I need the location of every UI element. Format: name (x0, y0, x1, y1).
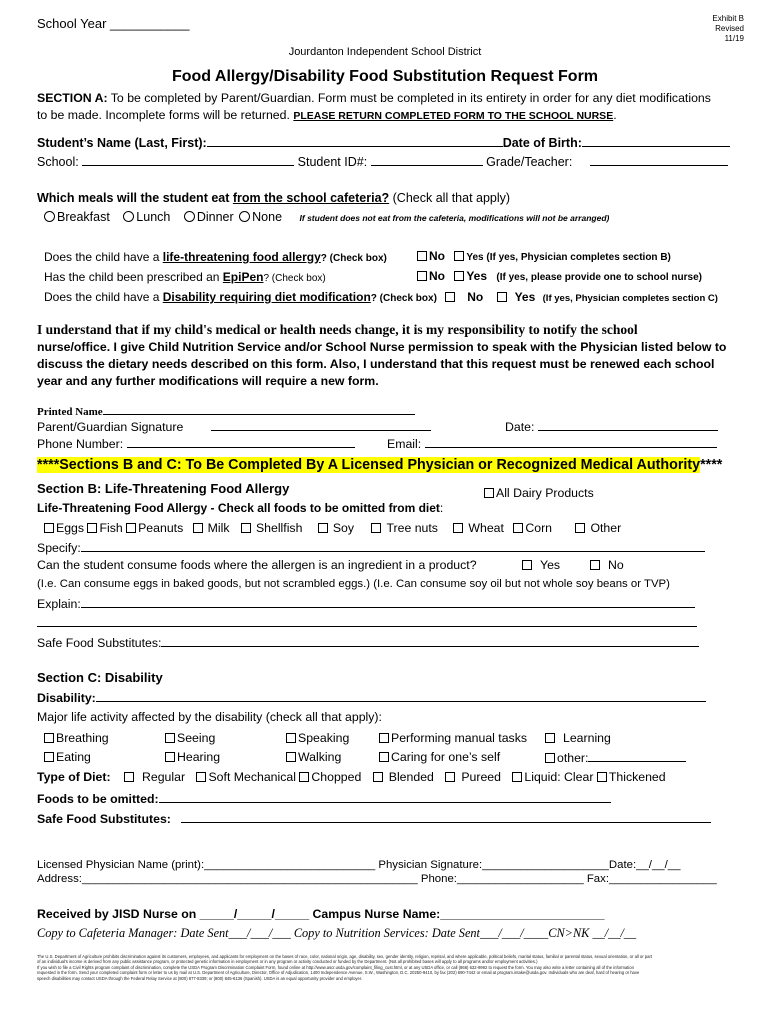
q1-yes[interactable] (454, 249, 671, 263)
checkbox-icon (484, 488, 494, 498)
parent-sig-row (37, 419, 431, 434)
food-label: Shellfish (255, 521, 303, 535)
section-a-label: SECTION A: (37, 91, 108, 105)
explain-field-2[interactable] (37, 616, 697, 627)
checkbox-icon (445, 772, 455, 782)
checkbox-icon (165, 752, 175, 762)
return-period: . (613, 108, 617, 122)
parent-sig-label: Parent/Guardian Signature (37, 420, 184, 434)
activity-label: Walking (298, 750, 342, 764)
explain-row (37, 596, 695, 611)
meal-option-none[interactable] (239, 210, 282, 224)
major-life-label: Major life activity affected by the disability (check all that apply): (37, 710, 382, 724)
diet-type-label: Type of Diet: (37, 770, 111, 784)
checkbox-icon (165, 733, 175, 743)
section-c-title: Section C: Disability (37, 670, 163, 685)
statement-line-2: nurse/office. I give Child Nutrition Service and/or School Nurse permission to speak with the Physician listed below to (37, 340, 727, 354)
radio-icon (239, 211, 250, 222)
section-a-intro-2 (37, 108, 617, 122)
section-b-title: Section B: Life-Threatening Food Allergy (37, 481, 290, 496)
q1-pre: Does the child have a (44, 250, 163, 264)
checkbox-icon (597, 772, 607, 782)
school-year-label: School Year ___________ (37, 16, 190, 31)
checkbox-icon (445, 292, 455, 302)
specify-row (37, 540, 705, 555)
email-field[interactable] (425, 436, 717, 448)
fine-print-line: speech disabilities may contact USDA through the Federal Relay Service at (800) 877-8339; or (800) 845-6136 (Spanish). USDA is an equal opportunity provider and employer. (37, 975, 363, 981)
food-label: Peanuts (138, 521, 184, 535)
activity-label: Caring for one’s self (391, 750, 501, 764)
disability-label: Disability: (37, 691, 96, 705)
activity-label: Hearing (177, 750, 221, 764)
disability-row (37, 690, 706, 705)
fine-print-line: If you wish to file a Civil Rights program complaint of discrimination, complete the USDA Program Discrimination Complaint Form, found online at http://www.ascr.usda.gov/complaint_filing_cust.html, or at any USDA office, or call (866) 632-9992 to request the form. You may also write a letter containing all of the information (37, 964, 634, 970)
fine-print-line: The U.S. Department of Agriculture prohibits discrimination against its customers, employees, and applicants for employment on the bases of race, color, national origin, age, disability, sex, gender identity, religion, reprisal, and where applicable, political beliefs, marital status, familial or parental status, sexual orientation, or all or part (37, 954, 653, 959)
meals-note: If student does not eat from the cafeteria, modifications will not be arranged) (299, 213, 610, 223)
disability-field[interactable] (96, 690, 706, 702)
statement-line-1: I understand that if my child's medical or health needs change, it is my responsibility to notify the school (37, 322, 638, 337)
activity-learning[interactable] (545, 731, 611, 745)
activity-label: Breathing (56, 731, 109, 745)
q3-yes-label: Yes (514, 290, 536, 304)
q1-no[interactable] (417, 249, 445, 263)
meal-option-lunch[interactable] (123, 210, 170, 224)
phone-field[interactable] (127, 436, 355, 448)
food-label: Milk (207, 521, 230, 535)
section-a-text1: To be completed by Parent/Guardian. Form must be completed in its entirety in order for any diet modifications (107, 91, 711, 105)
diet-label: Liquid: Clear (524, 770, 594, 784)
student-name-field[interactable] (207, 135, 503, 147)
explain-label: Explain: (37, 597, 81, 611)
food-label: Other (590, 521, 622, 535)
student-id-field[interactable] (371, 154, 483, 166)
grade-teacher-label: Grade/Teacher: (486, 155, 573, 169)
section-a-intro (37, 91, 711, 105)
consume-yes-label: Yes (540, 558, 561, 572)
diet-pureed[interactable] (445, 770, 501, 784)
radio-icon (123, 211, 134, 222)
q2-underline: EpiPen (222, 270, 264, 284)
checkbox-icon (241, 523, 251, 533)
safe-foods-row (37, 635, 699, 650)
safe-subs-label: Safe Food Substitutes: (37, 812, 171, 826)
checkbox-icon (318, 523, 328, 533)
q2-yes-label: Yes (466, 269, 488, 283)
safe-subs-field[interactable] (181, 811, 711, 823)
physician-name-line: Licensed Physician Name (print):___________________________ Physician Signature:____________________Date:__/__/__ (37, 859, 681, 871)
q1-text (44, 250, 387, 264)
safe-subs-row (37, 811, 711, 826)
meal-label: Breakfast (57, 210, 110, 224)
grade-teacher-field[interactable] (590, 154, 728, 166)
consume-no[interactable] (590, 558, 624, 572)
diet-regular[interactable] (124, 770, 185, 784)
return-note: PLEASE RETURN COMPLETED FORM TO THE SCHOOL NURSE (293, 110, 614, 122)
fine-print-line: requested in the form. Send your completed complaint form or letter to us by mail at U.S. Department of Agriculture, Director, Office of Adjudication, 1400 Independence Avenue, S.W., Washington, D.C. 20250-9410, by fax (202) 690-7442 or email at program.intake@usda.gov. Individuals who are deaf, hard of hearing or have (37, 970, 640, 976)
activity-speaking[interactable] (286, 731, 349, 745)
checkbox-icon (453, 523, 463, 533)
q3-note: (If yes, Physician completes section C) (542, 293, 718, 304)
q3-post: ? (Check box) (370, 293, 437, 304)
exhibit-label: Exhibit B (712, 14, 744, 23)
foods-omitted-label: Foods to be omitted: (37, 792, 159, 806)
food-tree-nuts[interactable] (371, 521, 438, 535)
food-wheat[interactable] (453, 521, 504, 535)
diet-blended[interactable] (373, 770, 434, 784)
activity-self-care[interactable] (379, 750, 500, 764)
q1-post: ? (Check box) (320, 253, 387, 264)
activity-label: Seeing (177, 731, 216, 745)
q2-no[interactable] (417, 269, 445, 283)
diet-soft-mechanical[interactable] (196, 770, 296, 784)
q1-yes-label: Yes (If yes, Physician completes section B) (466, 252, 671, 263)
statement-line-4: year and any further modifications will require a new form. (37, 374, 379, 388)
q2-text (44, 270, 326, 284)
activity-seeing[interactable] (165, 731, 215, 745)
diet-label: Regular (141, 770, 186, 784)
food-label: Soy (332, 521, 355, 535)
q3-underline: Disability requiring diet modification (162, 290, 371, 304)
statement-line-3: discuss the dietary needs described on this form. Also, I understand that this request must be renewed each school (37, 357, 715, 371)
checkbox-icon (286, 733, 296, 743)
meal-option-breakfast[interactable] (44, 210, 110, 224)
foods-omitted-row (37, 791, 611, 806)
food-milk[interactable] (193, 521, 230, 535)
activity-other-field[interactable] (588, 750, 686, 762)
meals-q-check: (Check all that apply) (389, 191, 511, 205)
checkbox-icon (522, 560, 532, 570)
dob-field[interactable] (582, 135, 730, 147)
physician-banner (37, 457, 722, 473)
checkbox-icon (371, 523, 381, 533)
parent-sig-field[interactable] (211, 419, 431, 431)
radio-icon (44, 211, 55, 222)
food-label: Tree nuts (386, 521, 438, 535)
meals-options (44, 210, 609, 224)
q3-text (44, 290, 718, 304)
activity-label: Speaking (298, 731, 350, 745)
checkbox-icon (454, 251, 464, 261)
date-row (505, 419, 718, 434)
consume-question: Can the student consume foods where the allergen is an ingredient in a product? (37, 558, 477, 572)
food-options (44, 521, 621, 535)
food-eggs[interactable] (44, 521, 84, 535)
consume-no-label: No (608, 558, 624, 572)
checkbox-icon (454, 271, 464, 281)
received-by-nurse: Received by JISD Nurse on _____/_____/_____ Campus Nurse Name:________________________ (37, 907, 605, 921)
checkbox-icon (286, 752, 296, 762)
safe-foods-label: Safe Food Substitutes: (37, 636, 162, 650)
checkbox-icon (513, 523, 523, 533)
q2-yes[interactable] (454, 269, 487, 283)
checkbox-icon (512, 772, 522, 782)
printed-name-label: Printed Name (37, 406, 103, 418)
meals-question (37, 191, 510, 205)
student-id-label: Student ID#: (297, 155, 368, 169)
checkbox-icon (545, 733, 555, 743)
checkbox-icon (44, 752, 54, 762)
activity-breathing[interactable] (44, 731, 109, 745)
meal-label: Dinner (196, 210, 234, 224)
activity-other[interactable] (545, 750, 686, 765)
q2-no-label: No (429, 269, 445, 283)
q2-pre: Has the child been prescribed an (44, 270, 223, 284)
checkbox-icon (126, 523, 136, 533)
specify-field[interactable] (81, 540, 705, 552)
diet-label: Chopped (311, 770, 362, 784)
checkbox-icon (44, 523, 54, 533)
q2-note: (If yes, please provide one to school nurse) (496, 272, 702, 283)
diet-type-row (37, 770, 666, 784)
meals-q-text: Which meals will the student eat (37, 191, 233, 205)
diet-label: Soft Mechanical (208, 770, 296, 784)
food-label: Wheat (468, 521, 504, 535)
meals-q-underline: from the school cafeteria? (232, 191, 390, 205)
q1-no-label: No (429, 249, 445, 263)
banner-text: ****Sections B and C: To Be Completed By A Licensed Physician or Recognized Medical Authority (37, 457, 701, 473)
q2-post: ? (Check box) (263, 273, 326, 284)
q3-pre: Does the child have a (44, 290, 163, 304)
checkbox-icon (299, 772, 309, 782)
diet-chopped[interactable] (299, 770, 361, 784)
food-corn[interactable] (513, 521, 552, 535)
phone-row (37, 436, 355, 451)
section-b-colon: : (439, 501, 444, 515)
food-other[interactable] (575, 521, 621, 535)
student-name-label: Student’s Name (Last, First): (37, 136, 207, 150)
diet-label: Pureed (461, 770, 501, 784)
q1-underline: life-threatening food allergy (162, 250, 321, 264)
section-a-text2: to be made. Incomplete forms will be returned. (37, 108, 294, 122)
specify-label: Specify: (37, 541, 81, 555)
checkbox-icon (497, 292, 507, 302)
dob-label: Date of Birth: (502, 136, 582, 150)
safe-foods-field[interactable] (161, 635, 699, 647)
food-soy[interactable] (318, 521, 354, 535)
copy-to-line: Copy to Cafeteria Manager: Date Sent___/___/___ Copy to Nutrition Services: Date Sent___/___/____CN>NK __/__/__ (37, 926, 637, 940)
checkbox-icon (379, 752, 389, 762)
meal-label: None (252, 210, 283, 224)
banner-tail: **** (700, 457, 723, 473)
activity-eating[interactable] (44, 750, 91, 764)
printed-name-field[interactable] (103, 403, 415, 415)
diet-thickened[interactable] (597, 770, 666, 784)
diet-liquid-clear[interactable] (512, 770, 593, 784)
explain-field[interactable] (81, 596, 695, 608)
checkbox-icon (417, 271, 427, 281)
exhibit-block (712, 14, 744, 44)
checkbox-icon (590, 560, 600, 570)
checkbox-icon (193, 523, 203, 533)
meal-option-dinner[interactable] (184, 210, 234, 224)
phone-label: Phone Number: (37, 437, 124, 451)
usda-fine-print (37, 954, 737, 981)
section-b-subtitle (37, 501, 443, 515)
food-peanuts[interactable] (126, 521, 183, 535)
q2-options (417, 269, 702, 283)
physician-address-line: Address:_____________________________________________________ Phone:____________________ Fax:_________________ (37, 873, 717, 885)
activity-label: Eating (56, 750, 91, 764)
checkbox-icon (417, 251, 427, 261)
meal-label: Lunch (136, 210, 171, 224)
date-field[interactable] (538, 419, 718, 431)
q3-yes[interactable] (497, 290, 536, 304)
activity-label: Performing manual tasks (391, 731, 528, 745)
checkbox-icon (124, 772, 134, 782)
form-title: Food Allergy/Disability Food Substitution Request Form (171, 68, 599, 85)
checkbox-icon (545, 753, 555, 763)
printed-name-row (37, 403, 415, 418)
consume-yes[interactable] (522, 558, 560, 572)
date-label: Date: (505, 420, 535, 434)
food-label: Eggs (56, 521, 85, 535)
revised-label: Revised (715, 24, 744, 33)
school-row (37, 154, 728, 169)
checkbox-icon (575, 523, 585, 533)
activity-manual-tasks[interactable] (379, 731, 527, 745)
radio-icon (184, 211, 195, 222)
student-name-row (37, 135, 730, 150)
checkbox-icon (87, 523, 97, 533)
food-label: Corn (525, 521, 553, 535)
food-fish[interactable] (87, 521, 122, 535)
activity-hearing[interactable] (165, 750, 220, 764)
activity-label: other: (557, 751, 589, 765)
all-dairy-option[interactable] (484, 486, 594, 500)
school-label: School: (37, 155, 79, 169)
section-b-subtitle-text: Life-Threatening Food Allergy - Check all foods to be omitted from diet (37, 501, 440, 515)
activity-walking[interactable] (286, 750, 341, 764)
q1-options (417, 249, 671, 263)
diet-label: Thickened (608, 770, 666, 784)
all-dairy-label: All Dairy Products (496, 486, 594, 500)
food-label: Fish (99, 521, 123, 535)
diet-label: Blended (388, 770, 434, 784)
school-field[interactable] (82, 154, 294, 166)
food-shellfish[interactable] (241, 521, 302, 535)
revised-date: 11/19 (724, 34, 744, 43)
email-row (387, 436, 717, 451)
district-name: Jourdanton Independent School District (288, 46, 482, 58)
checkbox-icon (44, 733, 54, 743)
checkbox-icon (373, 772, 383, 782)
activity-label: Learning (563, 731, 611, 745)
fine-print-line: of an individual's income is derived from any public assistance program, or protected genetic information in employment or in any program or activity conducted or funded by the Department. (Not all prohibited bases will apply to all programs and/or employment activities.) (37, 959, 538, 965)
q3-no[interactable] (445, 290, 483, 304)
consume-example: (I.e. Can consume eggs in baked goods, but not scrambled eggs.) (I.e. Can consume soy oil but not whole soy beans or TVP) (37, 578, 670, 590)
q3-no-label: No (467, 290, 484, 304)
checkbox-icon (379, 733, 389, 743)
foods-omitted-field[interactable] (159, 791, 611, 803)
checkbox-icon (196, 772, 206, 782)
email-label: Email: (387, 437, 422, 451)
